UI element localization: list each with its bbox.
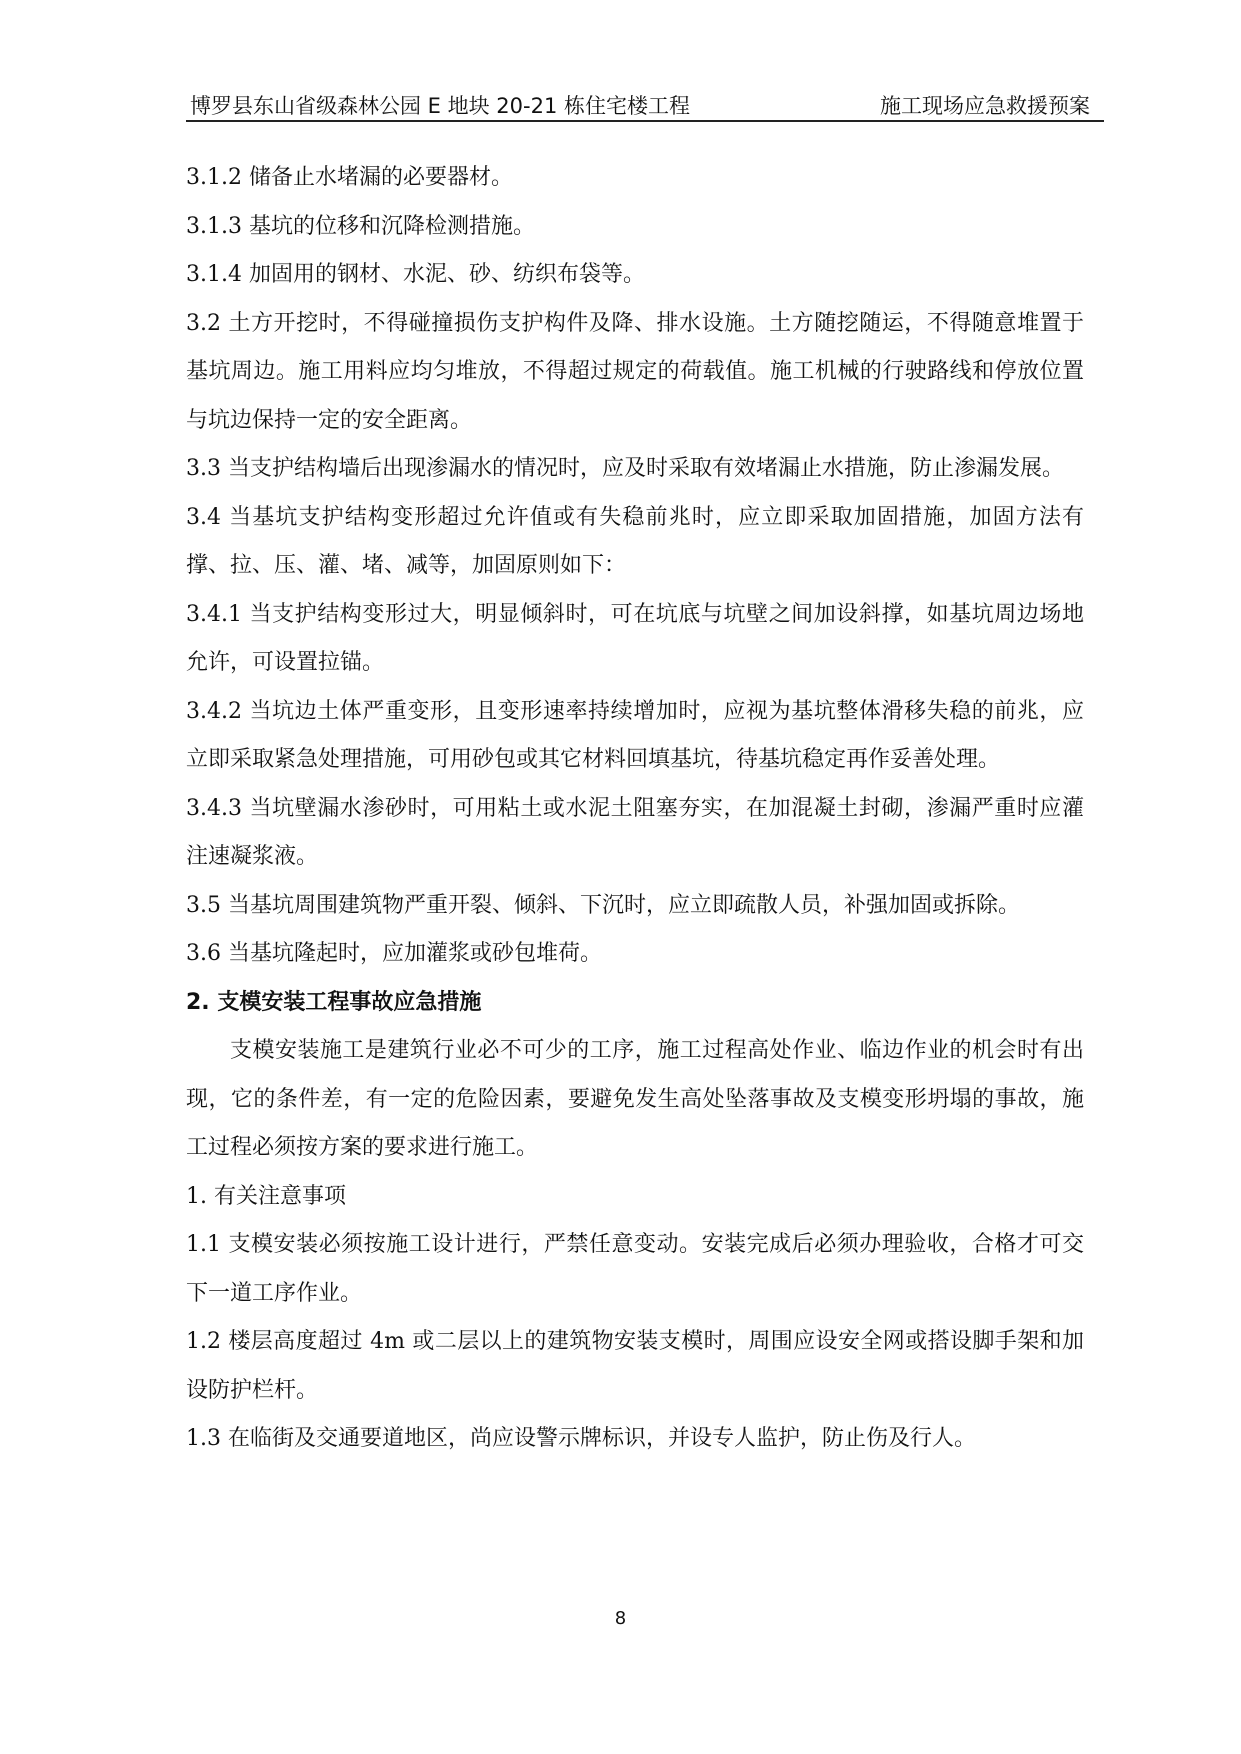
paragraph: 3.4.2 当坑边土体严重变形，且变形速率持续增加时，应视为基坑整体滑移失稳的前兆，应立即采取紧急处理措施，可用砂包或其它材料回填基坑，待基坑稳定再作妥善处理。 <box>186 698 1084 772</box>
paragraph: 3.1.3 基坑的位移和沉降检测措施。 <box>186 213 535 239</box>
page-header <box>186 86 1104 122</box>
paragraph: 1. 有关注意事项 <box>186 1183 346 1209</box>
header-document-title: 施工现场应急救援预案 <box>880 94 1090 118</box>
paragraph: 3.4.3 当坑壁漏水渗砂时，可用粘土或水泥土阻塞夯实，在加混凝土封砌，渗漏严重时应灌注速凝浆液。 <box>186 795 1084 869</box>
paragraph: 3.3 当支护结构墙后出现渗漏水的情况时，应及时采取有效堵漏止水措施，防止渗漏发展。 <box>186 456 1064 481</box>
section-heading: 2. 支模安装工程事故应急措施 <box>186 989 482 1015</box>
paragraph: 3.4.1 当支护结构变形过大，明显倾斜时，可在坑底与坑壁之间加设斜撑，如基坑周边场地允许，可设置拉锚。 <box>186 601 1084 675</box>
header-project-title: 博罗县东山省级森林公园 E 地块 20-21 栋住宅楼工程 <box>190 94 690 118</box>
paragraph: 支模安装施工是建筑行业必不可少的工序，施工过程高处作业、临边作业的机会时有出现，它的条件差，有一定的危险因素，要避免发生高处坠落事故及支模变形坍塌的事故，施工过程必须按方案的要求进行施工。 <box>186 1038 1084 1160</box>
page-number: 8 <box>614 1608 627 1629</box>
paragraph: 3.1.4 加固用的钢材、水泥、砂、纺织布袋等。 <box>186 262 645 287</box>
document-body <box>186 154 1084 1464</box>
paragraph: 1.3 在临街及交通要道地区，尚应设警示牌标识，并设专人监护，防止伤及行人。 <box>186 1426 976 1451</box>
paragraph: 3.2 土方开挖时，不得碰撞损伤支护构件及降、排水设施。土方随挖随运，不得随意堆置于基坑周边。施工用料应均匀堆放，不得超过规定的荷载值。施工机械的行驶路线和停放位置与坑边保持一定的安全距离。 <box>186 310 1084 433</box>
paragraph: 1.1 支模安装必须按施工设计进行，严禁任意变动。安装完成后必须办理验收，合格才可交下一道工序作业。 <box>186 1232 1084 1306</box>
paragraph: 3.5 当基坑周围建筑物严重开裂、倾斜、下沉时，应立即疏散人员，补强加固或拆除。 <box>186 892 1020 918</box>
paragraph: 3.6 当基坑隆起时，应加灌浆或砂包堆荷。 <box>186 941 602 966</box>
paragraph: 1.2 楼层高度超过 4m 或二层以上的建筑物安装支模时，周围应设安全网或搭设脚手架和加设防护栏杆。 <box>186 1329 1084 1403</box>
paragraph: 3.4 当基坑支护结构变形超过允许值或有失稳前兆时，应立即采取加固措施，加固方法有撑、拉、压、灌、堵、减等，加固原则如下： <box>186 504 1084 578</box>
paragraph: 3.1.2 储备止水堵漏的必要器材。 <box>186 165 513 190</box>
